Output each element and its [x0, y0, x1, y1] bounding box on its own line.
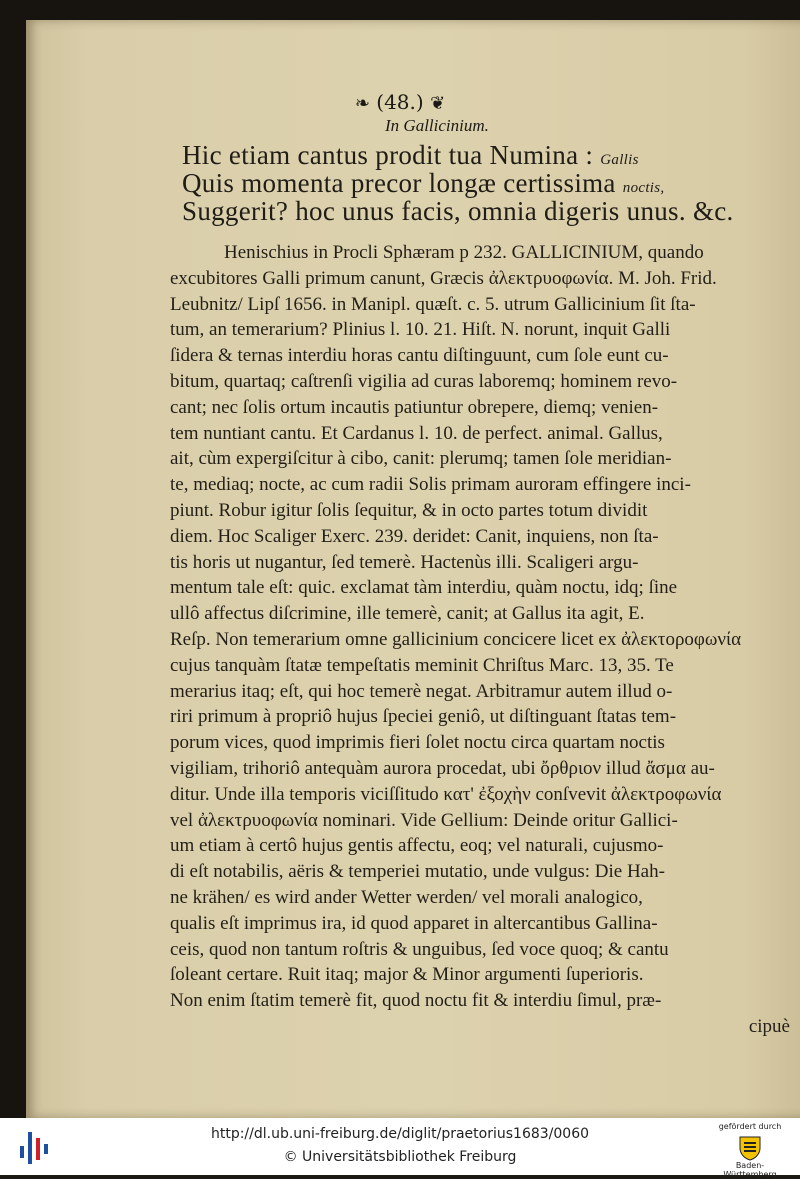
ornament-right-icon: ❦: [430, 93, 446, 114]
text-line: um etiam à certô hujus gentis affectu, eoq; vel naturali, cujusmo-: [170, 835, 664, 857]
text-line: vigiliam, trihoriô antequàm aurora procedat, ubi ὄρθριον illud ἄσμα au-: [170, 757, 715, 779]
sponsor-block: [710, 1122, 790, 1179]
text-line: excubitores Galli primum canunt, Græcis ἀλεκτρυοφωνία. M. Joh. Frid.: [170, 267, 717, 289]
text-line: ait, cùm expergiſcitur à cibo, canit: plerumq; tamen ſole meridian-: [170, 448, 672, 470]
text-line: merarius itaq; eſt, qui hoc temerè negat. Arbitramur autem illud o-: [170, 680, 673, 702]
verse-line: Suggerit? hoc unus facis, omnia digeris unus. &c.: [182, 196, 734, 226]
sponsor-label: gefördert durch: [718, 1122, 782, 1131]
text-line: porum vices, quod imprimis fieri ſolet noctu circa quartam noctis: [170, 732, 665, 754]
ornament-left-icon: ❧: [354, 93, 370, 114]
text-line: Non enim ſtatim temerè fit, quod noctu fit & interdiu ſimul, præ-: [170, 990, 662, 1012]
text-line: ſidera & ternas interdiu horas cantu diſtinguunt, cum ſole eunt cu-: [170, 345, 669, 367]
sponsor-name: Baden-Württemberg: [723, 1161, 777, 1179]
text-line: Reſp. Non temerarium omne gallicinium concicere licet ex ἀλεκτοροφωνία: [170, 628, 742, 650]
section-title: In Gallicinium.: [385, 116, 489, 135]
text-line: ullô affectus diſcrimine, ille temerè, canit; at Gallus ita agit, E.: [170, 603, 645, 625]
text-line: qualis eſt imprimus ira, id quod apparet in altercantibus Gallina-: [170, 912, 658, 934]
text-line: ſoleant certare. Ruit itaq; major & Minor argumenti ſuperioris.: [170, 964, 644, 986]
page-number: (48.): [376, 90, 424, 114]
text-line: mentum tale eſt: quic. exclamat tàm interdiu, quàm noctu, idq; ſine: [170, 577, 678, 599]
text-line: ceis, quod non tantum roſtris & unguibus, ſed voce quoq; & cantu: [170, 938, 669, 960]
text-line: Leubnitz/ Lipſ 1656. in Manipl. quæſt. c. 5. utrum Gallicinium ſit ſta-: [170, 293, 696, 315]
text-line: bitum, quartaq; caſtrenſi vigilia ad curas laboremq; hominem revo-: [170, 370, 678, 392]
verse-line: Quis momenta precor longæ certissima noctis,: [182, 168, 665, 198]
body-text: [170, 240, 800, 1040]
catchword: cipuè: [748, 1015, 790, 1037]
permalink-url[interactable]: http://dl.ub.uni-freiburg.de/diglit/praetorius1683/0060: [210, 1126, 590, 1142]
text-line: vel ἀλεκτρυοφωνία nominari. Vide Gellium: Deinde oritur Gallici-: [170, 809, 678, 831]
text-line: tis horis ut nugantur, ſed temerè. Hactenùs illi. Scaligeri argu-: [170, 551, 639, 573]
page-header: [0, 90, 800, 114]
text-line: piunt. Robur igitur ſolis ſequitur, & in octo partes totum dividit: [170, 499, 648, 521]
text-line: tem nuntiant cantu. Et Cardanus l. 10. de perfect. animal. Gallus,: [170, 422, 663, 444]
text-line: ne krähen/ es wird ander Wetter werden/ vel morali analogico,: [170, 886, 643, 908]
text-line: diem. Hoc Scaliger Exerc. 239. deridet: Canit, inquiens, non ſta-: [170, 525, 659, 547]
text-line: cant; nec ſolis ortum incautis patiuntur obrepere, diemq; venien-: [170, 396, 659, 418]
text-line: ditur. Unde illa temporis viciſſitudo κατ' ἐξοχὴν conſvevit ἀλεκτροφωνία: [170, 783, 722, 805]
text-line: di eſt notabilis, aëris & temperiei mutatio, unde vulgus: Die Hah-: [170, 861, 665, 883]
crest-icon: [736, 1134, 764, 1162]
verse-line: Hic etiam cantus prodit tua Numina : Gallis: [182, 140, 639, 170]
text-line: riri primum à propriô hujus ſpeciei geniô, ut diſtinguant ſtatas tem-: [170, 706, 677, 728]
margin-note: noctis,: [622, 180, 665, 196]
text-line: tum, an temerarium? Plinius l. 10. 21. Hiſt. N. norunt, inquit Galli: [170, 319, 671, 341]
text-line: Henischius in Procli Sphæram p 232. GALLICINIUM, quando: [224, 242, 704, 263]
text-line: te, mediaq; nocte, ac cum radii Solis primam auroram effingere inci-: [170, 474, 691, 496]
copyright-text: © Universitätsbibliothek Freiburg: [283, 1149, 517, 1165]
text-line: cujus tanquàm ſtatæ tempeſtatis meminit Chriſtus Marc. 13, 35. Te: [170, 654, 674, 676]
footer-bar: [0, 1118, 800, 1179]
margin-note: Gallis: [600, 152, 639, 168]
